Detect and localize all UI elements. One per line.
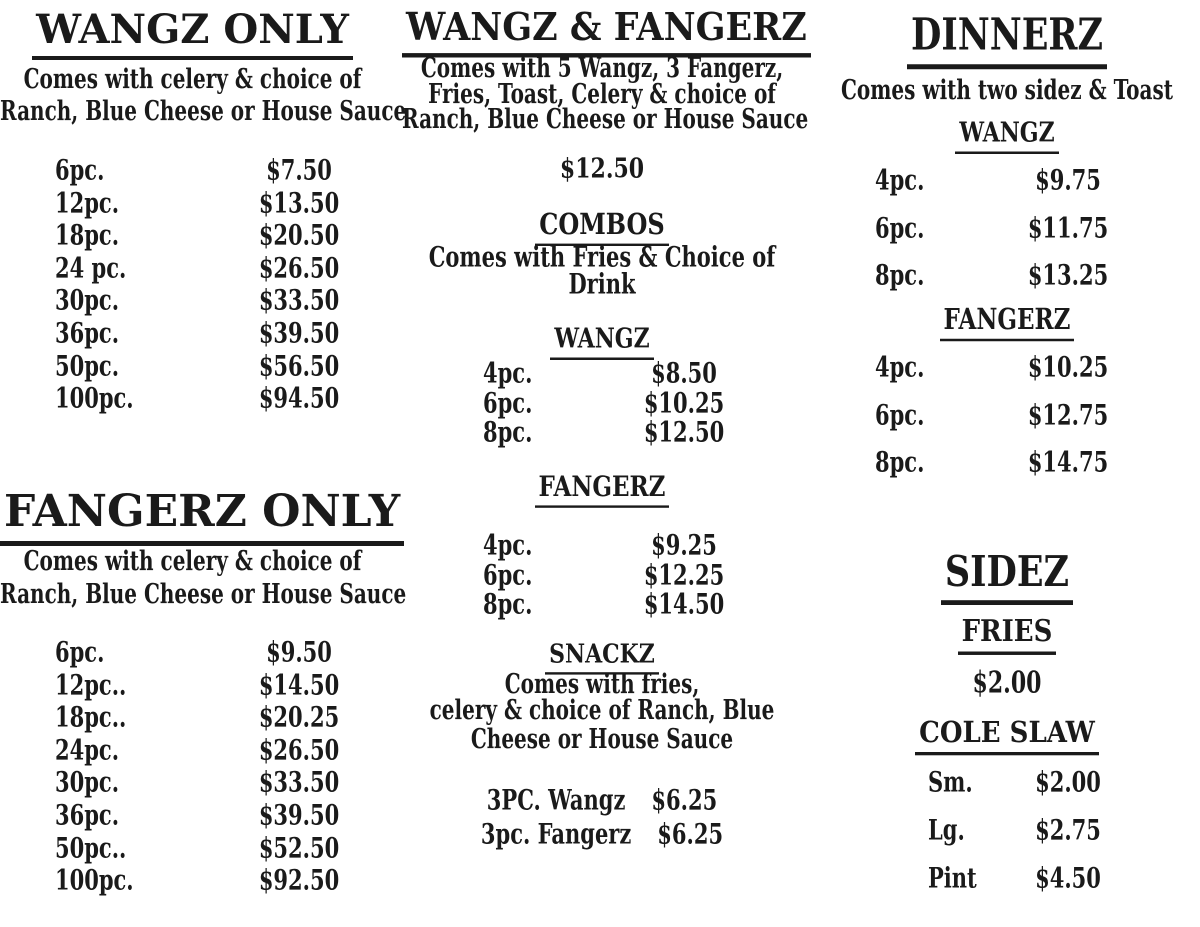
menu-item-row bbox=[807, 860, 1200, 911]
menu-item-row bbox=[0, 797, 385, 833]
snackz-item-row bbox=[402, 782, 802, 817]
item-price: $26.50 bbox=[258, 250, 340, 284]
menu-item-row bbox=[402, 586, 802, 621]
item-price: $14.50 bbox=[643, 586, 725, 621]
menu-item-row bbox=[0, 250, 385, 286]
item-price: $33.50 bbox=[258, 764, 340, 799]
middle-column bbox=[402, 0, 809, 927]
snackz-subtitle-line1: Comes with fries, bbox=[504, 667, 700, 700]
item-qty: Pint bbox=[928, 860, 977, 895]
combos-subtitle-line1: Comes with Fries & Choice of bbox=[428, 239, 776, 274]
item-price: $10.25 bbox=[1027, 349, 1109, 384]
item-price: $13.25 bbox=[1027, 257, 1109, 292]
item-price: $39.50 bbox=[258, 315, 340, 350]
menu-item-row bbox=[807, 396, 1200, 448]
menu-item-row bbox=[0, 347, 385, 384]
snackz-subtitle-line3: Cheese or House Sauce bbox=[470, 722, 734, 755]
menu-item-row bbox=[402, 384, 802, 419]
menu-item-row bbox=[807, 162, 1200, 213]
item-price: $33.50 bbox=[258, 282, 340, 317]
item-price: $12.50 bbox=[643, 414, 725, 449]
item-price: $52.50 bbox=[258, 829, 340, 864]
item-price: $10.25 bbox=[643, 384, 725, 419]
fries-heading-text: FRIES bbox=[958, 617, 1057, 655]
dinnerz-wangz-heading bbox=[807, 116, 1200, 153]
dinnerz-title-text: DINNERZ bbox=[907, 13, 1107, 69]
item-qty: 4pc. bbox=[875, 349, 925, 384]
snackz-title-text: SNACKZ bbox=[545, 641, 659, 674]
cole-slaw-heading-text: COLE SLAW bbox=[915, 719, 1099, 755]
menu-item-row bbox=[807, 209, 1200, 261]
fangerz-only-title-text: FANGERZ ONLY bbox=[0, 490, 404, 546]
item-qty: 4pc. bbox=[483, 355, 533, 390]
fangerz-only-price-list bbox=[0, 634, 385, 898]
item-price: $12.25 bbox=[643, 556, 725, 591]
combos-title-text: COMBOS bbox=[535, 210, 669, 246]
menu-item-row bbox=[807, 444, 1200, 495]
combos-wangz-heading-text: WANGZ bbox=[550, 325, 653, 359]
left-column bbox=[0, 0, 407, 927]
item-price: $20.25 bbox=[258, 699, 340, 734]
dinnerz-wangz-heading-text: WANGZ bbox=[955, 119, 1058, 153]
menu-item-row bbox=[0, 217, 385, 253]
menu-item-row bbox=[0, 634, 385, 670]
item-qty: Sm. bbox=[928, 764, 973, 799]
item-price: $12.75 bbox=[1027, 396, 1109, 431]
item-qty: 30pc. bbox=[55, 764, 120, 799]
item-price: $6.25 bbox=[651, 782, 718, 817]
item-qty: 12pc. bbox=[55, 184, 120, 219]
menu-item-row bbox=[0, 732, 385, 768]
snackz-subtitle-line2: celery & choice of Ranch, Blue bbox=[429, 693, 775, 726]
menu-item-row bbox=[0, 315, 385, 351]
combos-wangz-heading bbox=[402, 322, 802, 359]
item-qty: 6pc. bbox=[875, 209, 925, 244]
item-price: $11.75 bbox=[1027, 209, 1109, 244]
fangerz-only-subtitle-line1: Comes with celery & choice of bbox=[23, 544, 362, 577]
item-price: $94.50 bbox=[258, 380, 340, 415]
item-price: $9.75 bbox=[1035, 162, 1101, 197]
menu-item-row bbox=[0, 699, 385, 735]
item-qty: 24 pc. bbox=[55, 250, 127, 284]
wangz-only-subtitle-line1: Comes with celery & choice of bbox=[23, 62, 362, 95]
dinnerz-fangerz-heading bbox=[807, 302, 1200, 341]
item-price: $56.50 bbox=[258, 347, 340, 382]
item-label: 3PC. Wangz bbox=[486, 782, 626, 817]
item-qty: 8pc. bbox=[875, 257, 925, 292]
item-price: $13.50 bbox=[258, 184, 340, 219]
item-qty: 100pc. bbox=[55, 862, 134, 897]
item-qty: 36pc. bbox=[55, 797, 120, 832]
item-price: $9.50 bbox=[266, 634, 332, 669]
item-price: $2.75 bbox=[1035, 812, 1101, 847]
wangz-only-price-list bbox=[0, 152, 385, 416]
menu-item-row bbox=[402, 556, 802, 591]
menu-item-row bbox=[402, 527, 802, 562]
fangerz-only-subtitle-line2: Ranch, Blue Cheese or House Sauce bbox=[0, 577, 407, 610]
item-price: $8.50 bbox=[651, 355, 717, 390]
item-qty: 50pc.. bbox=[55, 829, 127, 864]
wangz-and-fangerz-subtitle-line2: Fries, Toast, Celery & choice of bbox=[428, 77, 776, 110]
item-price: $4.50 bbox=[1035, 860, 1101, 895]
menu-item-row bbox=[0, 282, 385, 318]
item-price: $9.25 bbox=[651, 527, 717, 562]
item-qty: 100pc. bbox=[55, 380, 134, 415]
item-qty: 24pc. bbox=[55, 732, 120, 766]
cole-slaw-price-list bbox=[807, 764, 1200, 911]
item-price: $20.50 bbox=[258, 217, 340, 252]
item-qty: 6pc. bbox=[55, 152, 105, 187]
item-qty: 8pc. bbox=[483, 414, 533, 449]
sidez-title-text: SIDEZ bbox=[941, 551, 1073, 605]
item-price: $2.00 bbox=[1035, 764, 1101, 799]
fries-heading bbox=[807, 614, 1200, 655]
combos-fangerz-heading-text: FANGERZ bbox=[535, 473, 670, 507]
item-price: $26.50 bbox=[258, 732, 340, 766]
fries-price: $2.00 bbox=[972, 665, 1042, 701]
dinnerz-title bbox=[807, 9, 1200, 69]
menu-item-row bbox=[402, 414, 802, 449]
item-qty: 6pc. bbox=[55, 634, 105, 669]
wangz-and-fangerz-subtitle-line1: Comes with 5 Wangz, 3 Fangerz, bbox=[420, 51, 784, 84]
wangz-and-fangerz-price: $12.50 bbox=[559, 152, 645, 185]
snackz-item-row bbox=[402, 816, 802, 851]
item-qty: 6pc. bbox=[483, 384, 533, 419]
item-qty: 18pc.. bbox=[55, 699, 127, 734]
dinnerz-fangerz-heading-text: FANGERZ bbox=[940, 305, 1075, 341]
item-price: $6.25 bbox=[657, 816, 724, 851]
item-qty: 50pc. bbox=[55, 347, 120, 382]
menu-item-row bbox=[0, 380, 385, 416]
menu-item-row bbox=[0, 764, 385, 800]
menu-item-row bbox=[0, 152, 385, 188]
wangz-only-subtitle-line2: Ranch, Blue Cheese or House Sauce bbox=[0, 94, 407, 127]
menu-item-row bbox=[0, 862, 385, 898]
item-qty: 36pc. bbox=[55, 315, 120, 350]
menu-item-row bbox=[0, 184, 385, 221]
wangz-and-fangerz-title-text: WANGZ & FANGERZ bbox=[402, 8, 811, 57]
item-qty: 6pc. bbox=[875, 396, 925, 431]
item-qty: 18pc. bbox=[55, 217, 120, 252]
fangerz-only-title bbox=[0, 486, 401, 546]
combos-subtitle-line2: Drink bbox=[568, 266, 636, 301]
menu-item-row bbox=[807, 812, 1200, 863]
item-price: $39.50 bbox=[258, 797, 340, 832]
right-column bbox=[807, 0, 1200, 927]
menu-item-row bbox=[0, 829, 385, 866]
dinnerz-fangerz-price-list bbox=[807, 349, 1200, 495]
item-qty: Lg. bbox=[928, 812, 965, 847]
menu-item-row bbox=[807, 764, 1200, 815]
dinnerz-subtitle: Comes with two sidez & Toast bbox=[841, 73, 1173, 106]
item-qty: 12pc.. bbox=[55, 666, 127, 701]
combos-fangerz-price-list bbox=[402, 527, 802, 621]
cole-slaw-heading bbox=[807, 716, 1200, 755]
sidez-title bbox=[807, 547, 1200, 605]
menu-item-row bbox=[807, 349, 1200, 400]
item-label: 3pc. Fangerz bbox=[480, 816, 632, 851]
item-qty: 8pc. bbox=[875, 444, 925, 479]
menu-item-row bbox=[0, 666, 385, 703]
item-qty: 6pc. bbox=[483, 556, 533, 591]
item-qty: 8pc. bbox=[483, 586, 533, 621]
wangz-and-fangerz-subtitle-line3: Ranch, Blue Cheese or House Sauce bbox=[402, 102, 809, 135]
wangz-and-fangerz-title bbox=[402, 4, 807, 57]
item-qty: 4pc. bbox=[483, 527, 533, 562]
menu-item-row bbox=[807, 257, 1200, 308]
item-price: $92.50 bbox=[258, 862, 340, 897]
item-price: $14.75 bbox=[1027, 444, 1109, 479]
combos-fangerz-heading bbox=[402, 470, 802, 507]
menu-item-row bbox=[402, 355, 802, 390]
wangz-only-title-text: WANGZ ONLY bbox=[32, 10, 353, 60]
item-price: $7.50 bbox=[266, 152, 332, 187]
wangz-only-title bbox=[0, 6, 385, 60]
item-qty: 30pc. bbox=[55, 282, 120, 317]
dinnerz-wangz-price-list bbox=[807, 162, 1200, 308]
item-price: $14.50 bbox=[258, 666, 340, 701]
combos-wangz-price-list bbox=[402, 355, 802, 449]
item-qty: 4pc. bbox=[875, 162, 925, 197]
